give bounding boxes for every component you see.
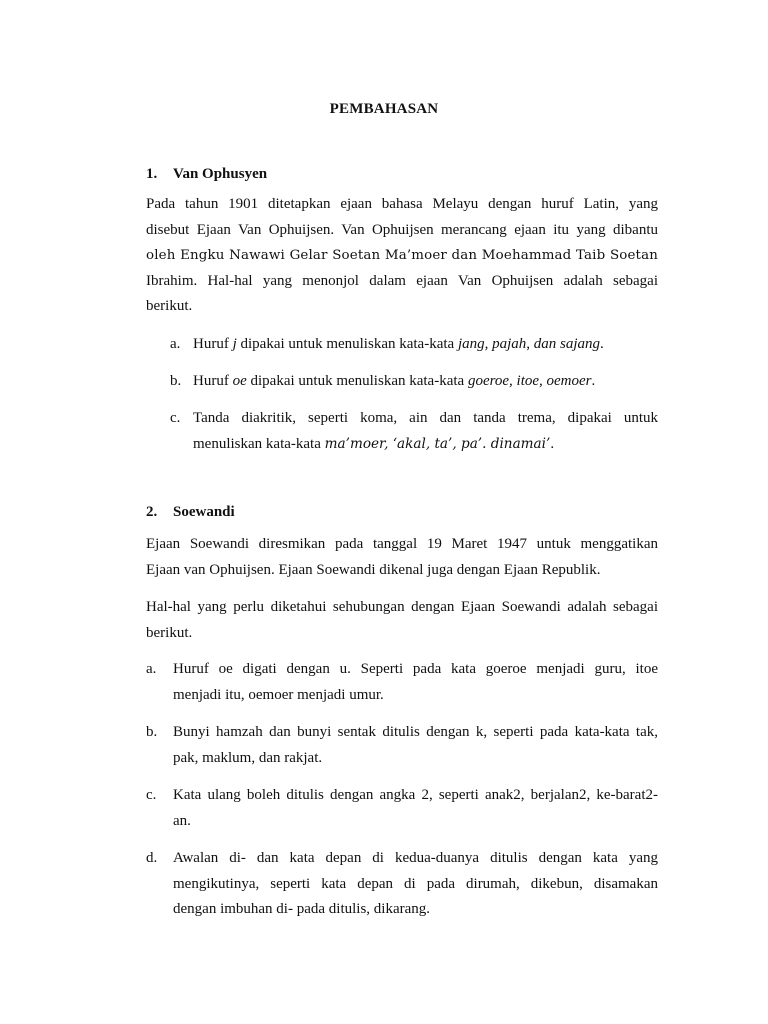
section-title: Soewandi	[173, 504, 235, 520]
paragraph-line: Hal-hal yang perlu diketahui sehubungan dengan Ejaan Soewandi adalah sebagai	[146, 599, 658, 615]
list-item	[146, 657, 660, 709]
section2-paragraph-2	[146, 595, 658, 646]
list-item-text: Bunyi hamzah dan bunyi sentak ditulis dengan k, seperti pada kata-kata tak, pak, maklum, dan rakjat.	[173, 724, 658, 766]
paragraph-line: Ejaan Soewandi diresmikan pada tanggal 19 Maret 1947 untuk menggatikan	[146, 536, 658, 552]
list-item-text: Huruf j dipakai untuk menuliskan kata-kata jang, pajah, dan sajang.	[193, 336, 604, 352]
list-marker: a.	[170, 336, 181, 352]
section-number: 1.	[146, 166, 158, 182]
paragraph-line: oleh Engku Nawawi Gelar Soetan Ma’moer dan Moehammad Taib Soetan	[146, 248, 658, 263]
paragraph-line: berikut.	[146, 298, 193, 314]
list-item	[146, 846, 660, 924]
list-item	[170, 369, 660, 395]
list-marker: d.	[146, 850, 158, 866]
paragraph-line: Pada tahun 1901 ditetapkan ejaan bahasa Melayu dengan huruf Latin, yang	[146, 196, 658, 212]
list-item-text: Huruf oe dipakai untuk menuliskan kata-kata goeroe, itoe, oemoer.	[193, 373, 596, 389]
list-marker: b.	[170, 373, 182, 389]
list-item	[146, 720, 660, 772]
list-item-text: Awalan di- dan kata depan di kedua-duanya ditulis dengan kata yang mengikutinya, seperti kata depan di pada dirumah, dikebun, disamakan dengan imbuhan di- pada ditulis, dikarang.	[173, 850, 658, 917]
list-item	[170, 406, 660, 458]
list-item-text: Huruf oe digati dengan u. Seperti pada kata goeroe menjadi guru, itoe menjadi itu, oemoer menjadi umur.	[173, 661, 658, 703]
list-item-text: Kata ulang boleh ditulis dengan angka 2, seperti anak2, berjalan2, ke-barat2- an.	[173, 787, 658, 829]
section-number: 2.	[146, 504, 158, 520]
list-marker: b.	[146, 724, 158, 740]
list-marker: c.	[170, 410, 181, 426]
section1-paragraph	[146, 192, 658, 320]
paragraph-line: disebut Ejaan Van Ophuijsen. Van Ophuijsen merancang ejaan itu yang dibantu	[146, 221, 658, 238]
list-marker: c.	[146, 787, 157, 803]
section-heading-2	[146, 504, 235, 521]
section2-paragraph-1	[146, 532, 658, 583]
page-title: PEMBAHASAN	[329, 101, 439, 117]
paragraph-line: berikut.	[146, 624, 193, 641]
list-item-text: Tanda diakritik, seperti koma, ain dan tanda trema, dipakai untuk menuliskan kata-kata ma’moer, ‘akal, ta’, pa’. dinamai’.	[193, 410, 658, 452]
paragraph-line: Ejaan van Ophuijsen. Ejaan Soewandi dikenal juga dengan Ejaan Republik.	[146, 561, 601, 578]
list-marker: a.	[146, 661, 157, 677]
section-title: Van Ophusyen	[173, 166, 268, 182]
paragraph-line: Ibrahim. Hal-hal yang menonjol dalam ejaan Van Ophuijsen adalah sebagai	[146, 272, 658, 289]
list-item	[146, 783, 660, 835]
section-heading-1	[146, 166, 267, 183]
list-item	[170, 332, 660, 358]
